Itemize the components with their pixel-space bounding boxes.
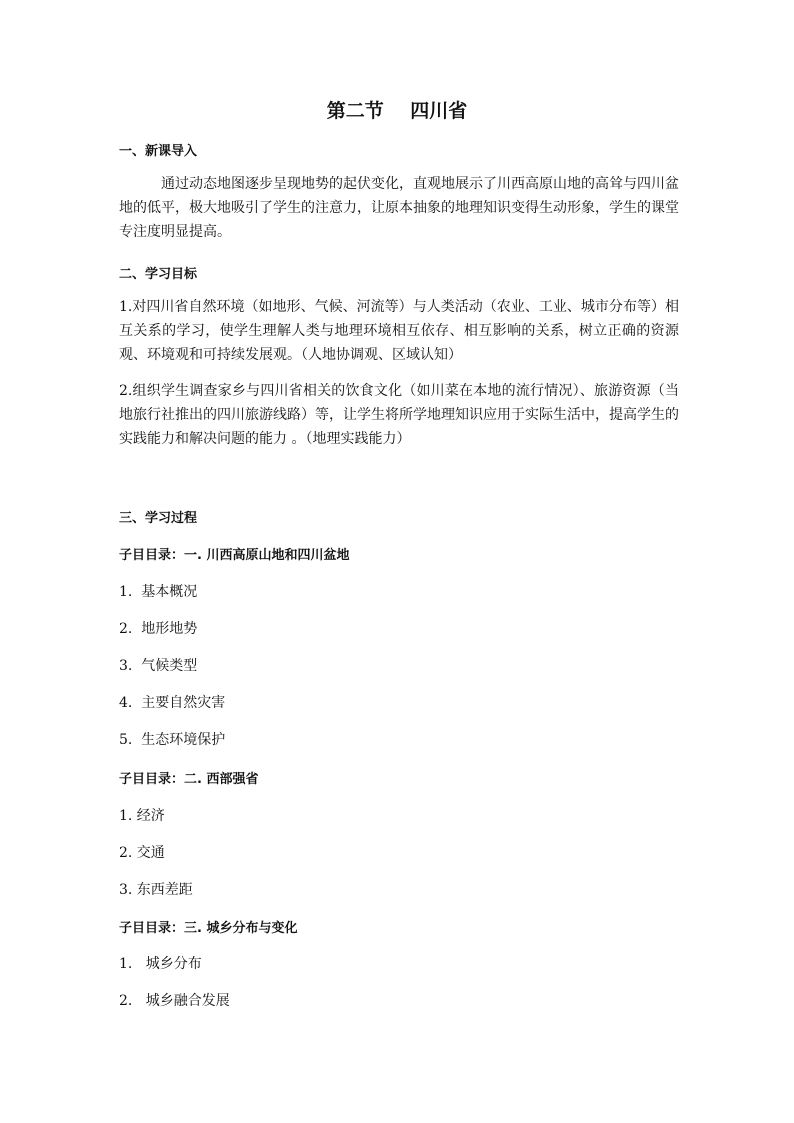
subsection-heading-2: 子目目录：二. 西部强省 <box>119 772 259 787</box>
page-title: 第二节 四川省 <box>326 100 468 122</box>
subsection-heading-3: 子目目录：三. 城乡分布与变化 <box>119 921 298 936</box>
list-item: 4. 主要自然灾害 <box>119 695 226 711</box>
subsection-heading-1: 子目目录：一. 川西高原山地和四川盆地 <box>119 548 350 563</box>
intro-paragraph: 通过动态地图逐步呈现地势的起伏变化，直观地展示了川西高原山地的高耸与四川盆地的低平，极大地吸引了学生的注意力，让原本抽象的地理知识变得生动形象，学生的课堂专注度明显提高。 <box>119 176 679 240</box>
list-item: 5. 生态环境保护 <box>119 732 226 748</box>
list-item: 2. 城乡融合发展 <box>119 993 230 1009</box>
section-heading-intro: 一、新课导入 <box>119 144 198 159</box>
goal-paragraph-1: 1.对四川省自然环境（如地形、气候、河流等）与人类活动（农业、工业、城市分布等）相互关系的学习，使学生理解人类与地理环境相互依存、相互影响的关系，树立正确的资源观、环境观和可持续发展观。（人地协调观、区域认知） <box>119 299 679 363</box>
list-item: 2. 交通 <box>119 845 165 861</box>
goal-paragraph-2: 2.组织学生调查家乡与四川省相关的饮食文化（如川菜在本地的流行情况）、旅游资源（当地旅行社推出的四川旅游线路）等，让学生将所学地理知识应用于实际生活中，提高学生的实践能力和解决问题的能力 。（地理实践能力） <box>119 383 679 447</box>
list-item: 1. 基本概况 <box>119 584 198 600</box>
section-heading-goals: 二、学习目标 <box>119 267 198 282</box>
list-item: 1. 城乡分布 <box>119 956 202 972</box>
list-item: 2. 地形地势 <box>119 621 198 637</box>
list-item: 3. 东西差距 <box>119 882 193 898</box>
list-item: 3. 气候类型 <box>119 658 198 674</box>
list-item: 1. 经济 <box>119 808 165 824</box>
section-heading-process: 三、学习过程 <box>119 511 198 526</box>
